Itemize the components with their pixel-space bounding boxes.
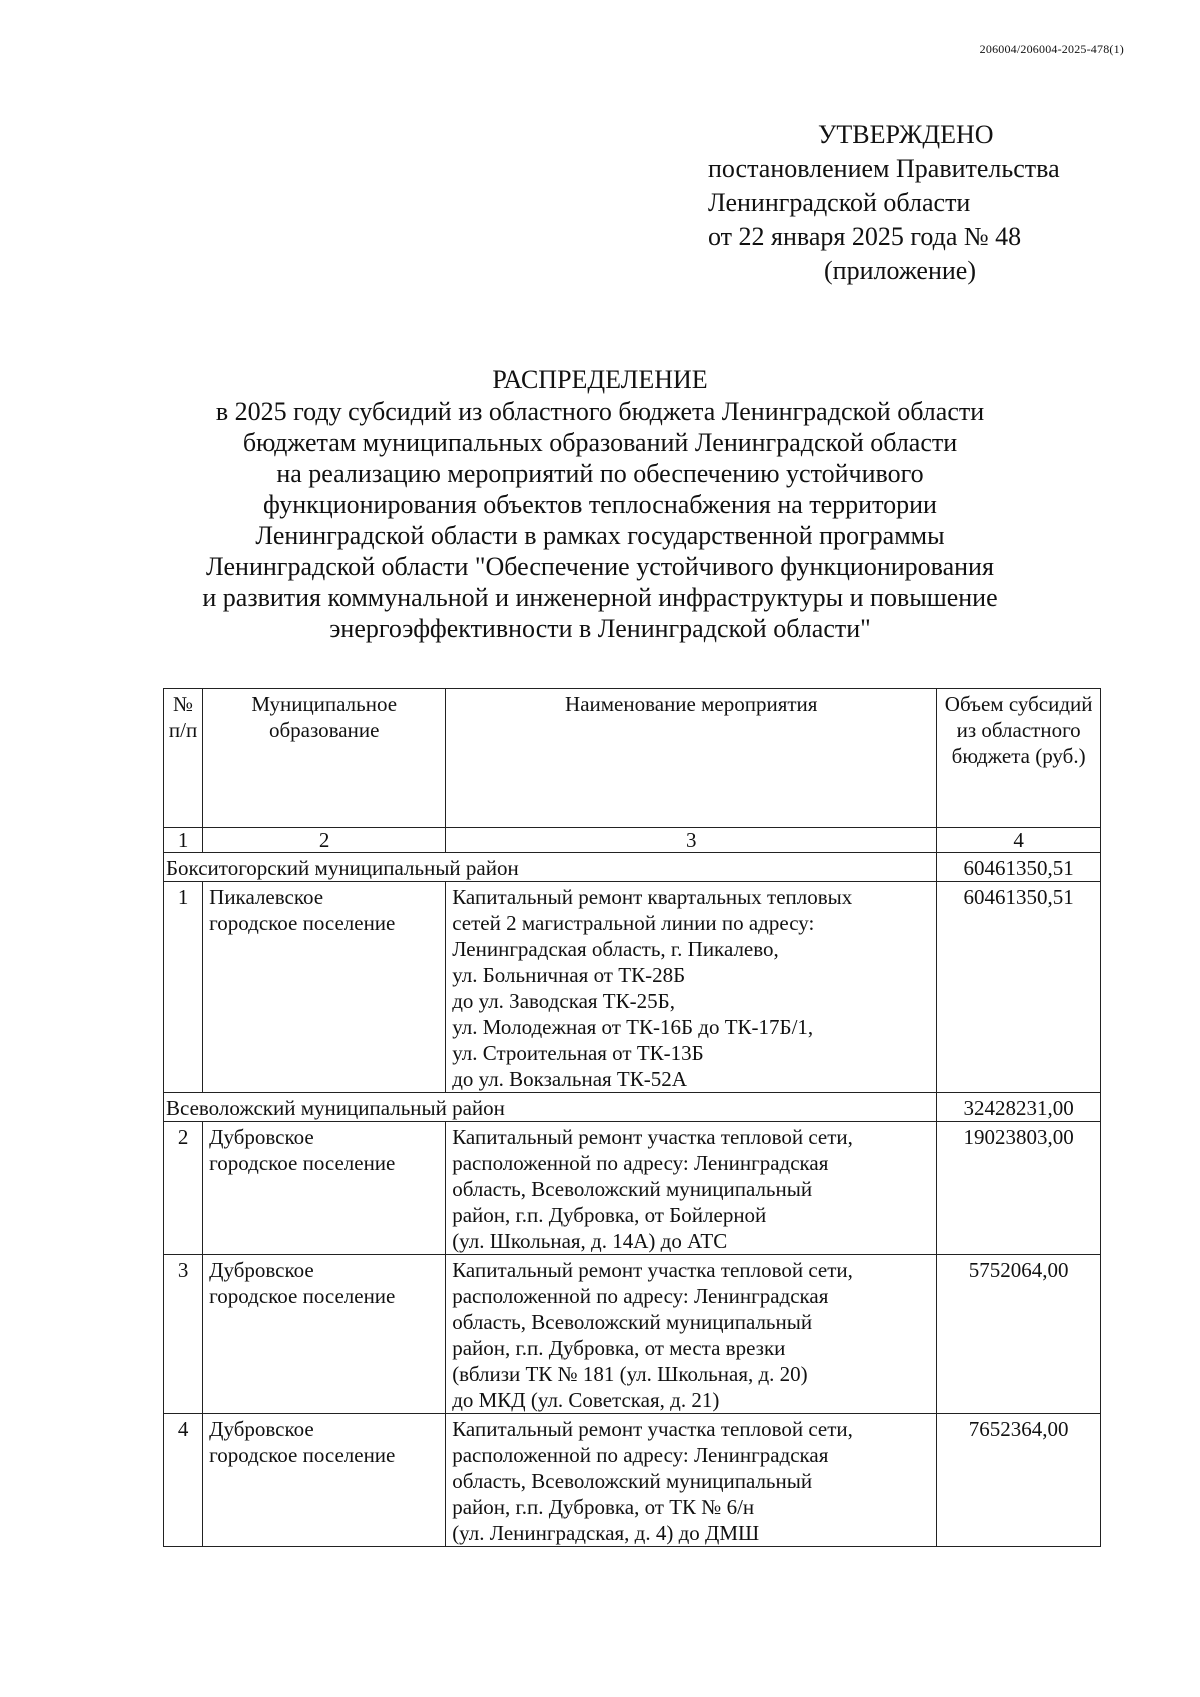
column-number: 1 <box>164 828 203 853</box>
table-row <box>164 1255 1101 1414</box>
row-municipality: Дубровское городское поселение <box>203 1122 446 1255</box>
header-event: Наименование мероприятия <box>446 689 937 828</box>
title-line: и развития коммунальной и инженерной инфраструктуры и повышение <box>202 583 998 612</box>
header-amount: Объем субсидий из областного бюджета (руб.) <box>937 689 1101 828</box>
title-line: функционирования объектов теплоснабжения на территории <box>263 490 937 519</box>
document-title <box>150 364 1050 644</box>
row-municipality: Дубровское городское поселение <box>203 1414 446 1547</box>
title-line: Ленинградской области в рамках государственной программы <box>255 521 945 550</box>
row-num: 1 <box>164 882 203 1093</box>
district-name: Бокситогорский муниципальный район <box>164 853 937 882</box>
header-num: № п/п <box>164 689 203 828</box>
approval-line-1: постановлением Правительства <box>708 154 1060 183</box>
column-number: 2 <box>203 828 446 853</box>
row-municipality: Дубровское городское поселение <box>203 1255 446 1414</box>
subsidy-table <box>163 688 1101 1547</box>
column-number: 4 <box>937 828 1101 853</box>
approval-line-2: Ленинградской области <box>708 188 971 217</box>
row-municipality: Пикалевское городское поселение <box>203 882 446 1093</box>
approval-block <box>708 118 1060 288</box>
district-row <box>164 1093 1101 1122</box>
approval-attachment: (приложение) <box>824 256 977 285</box>
table-row <box>164 882 1101 1093</box>
row-amount: 7652364,00 <box>937 1414 1101 1547</box>
row-amount: 5752064,00 <box>937 1255 1101 1414</box>
district-name: Всеволожский муниципальный район <box>164 1093 937 1122</box>
document-id: 206004/206004-2025-478(1) <box>979 42 1124 56</box>
title-line: бюджетам муниципальных образований Ленинградской области <box>242 428 958 457</box>
title-line: в 2025 году субсидий из областного бюджета Ленинградской области <box>215 397 985 426</box>
row-amount: 60461350,51 <box>937 882 1101 1093</box>
approval-line-3: от 22 января 2025 года № 48 <box>708 222 1022 251</box>
title-line: энергоэффективности в Ленинградской области" <box>329 614 871 643</box>
row-num: 2 <box>164 1122 203 1255</box>
table-row <box>164 1414 1101 1547</box>
title-line: Ленинградской области "Обеспечение устойчивого функционирования <box>206 552 994 581</box>
row-event: Капитальный ремонт участка тепловой сети, расположенной по адресу: Ленинградская область, Всеволожский муниципальный район, г.п. Дубровка, от места врезки (вблизи ТК № 181 (ул. Школьная, д. 20) до МКД (ул. Советская, д. 21) <box>446 1255 937 1414</box>
row-event: Капитальный ремонт участка тепловой сети, расположенной по адресу: Ленинградская область, Всеволожский муниципальный район, г.п. Дубровка, от Бойлерной (ул. Школьная, д. 14А) до АТС <box>446 1122 937 1255</box>
row-event: Капитальный ремонт участка тепловой сети, расположенной по адресу: Ленинградская область, Всеволожский муниципальный район, г.п. Дубровка, от ТК № 6/н (ул. Ленинградская, д. 4) до ДМШ <box>446 1414 937 1547</box>
table-header-row <box>164 689 1101 828</box>
table-row <box>164 1122 1101 1255</box>
district-row <box>164 853 1101 882</box>
row-event: Капитальный ремонт квартальных тепловых сетей 2 магистральной линии по адресу: Ленинградская область, г. Пикалево, ул. Больничная от ТК-28Б до ул. Заводская ТК-25Б, ул. Молодежная от ТК-16Б до ТК-17Б/1, ул. Строительная от ТК-13Б до ул. Вокзальная ТК-52А <box>446 882 937 1093</box>
column-number: 3 <box>446 828 937 853</box>
row-num: 3 <box>164 1255 203 1414</box>
title-line: на реализацию мероприятий по обеспечению устойчивого <box>276 459 924 488</box>
header-municipality: Муниципальное образование <box>203 689 446 828</box>
row-num: 4 <box>164 1414 203 1547</box>
district-total: 60461350,51 <box>937 853 1101 882</box>
district-total: 32428231,00 <box>937 1093 1101 1122</box>
column-number-row <box>164 828 1101 853</box>
title-heading: РАСПРЕДЕЛЕНИЕ <box>492 365 708 394</box>
approval-heading: УТВЕРЖДЕНО <box>818 120 994 149</box>
row-amount: 19023803,00 <box>937 1122 1101 1255</box>
